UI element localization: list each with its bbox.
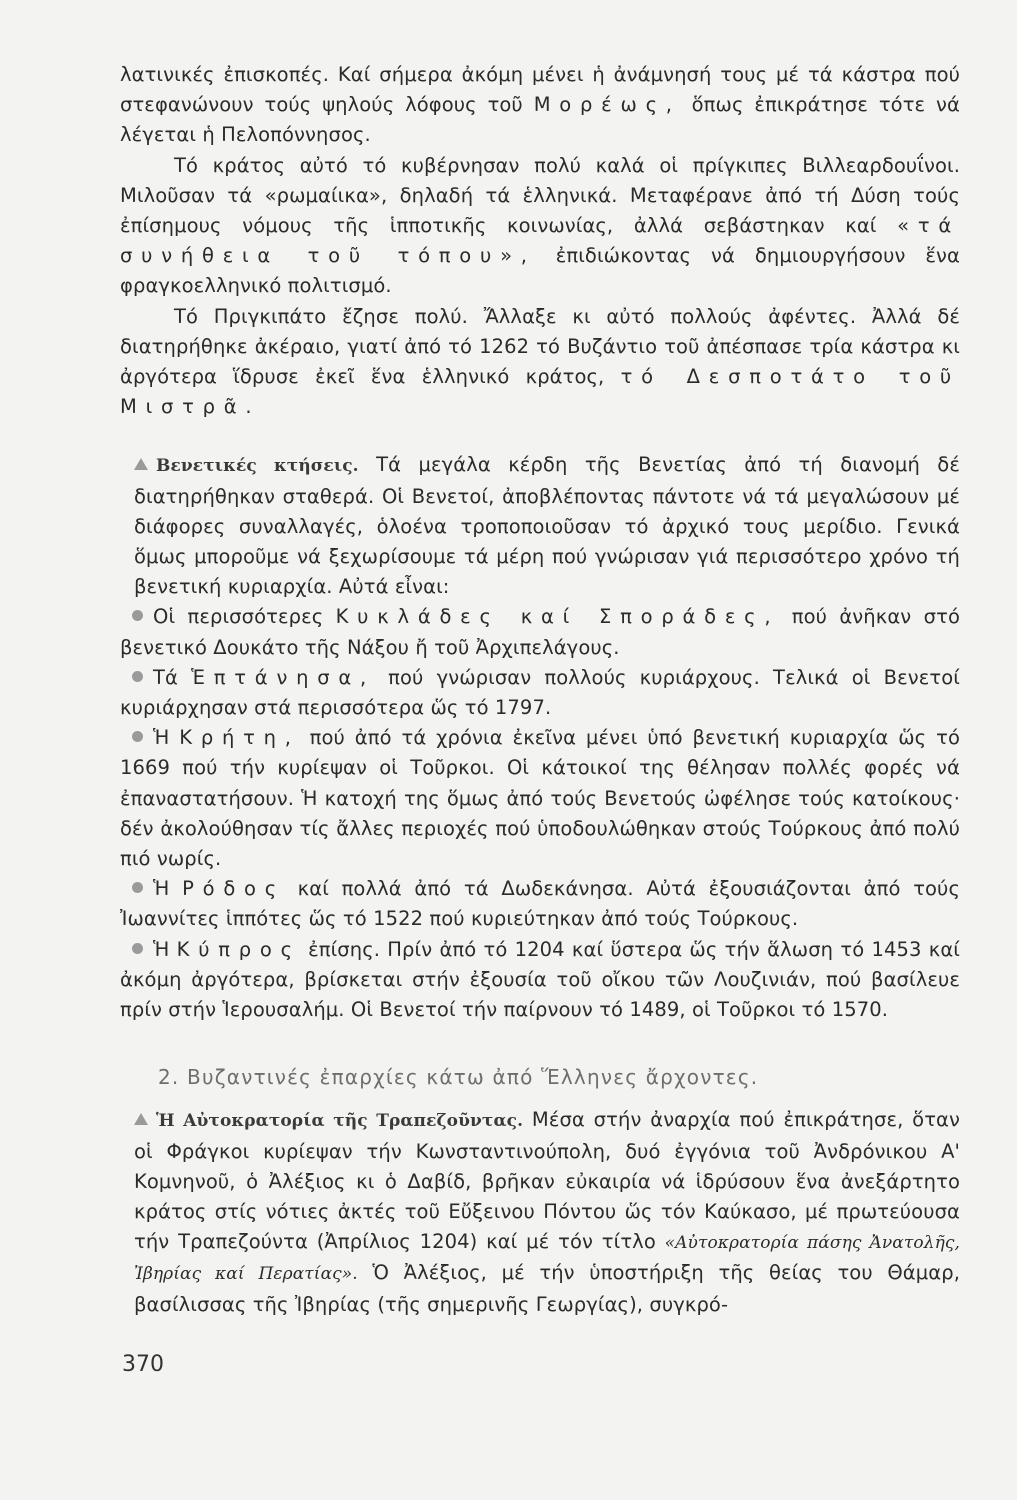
spaced-text: Κυκλάδες καί Σποράδες, (335, 605, 780, 629)
text-run: Οἱ περισσότερες (153, 605, 336, 629)
spaced-text: «τά συνήθεια τοῦ τόπου», (120, 214, 960, 268)
text-run: Τά μεγάλα κέρδη τῆς Βενετίας ἀπό τή διανομή δέ διατηρήθηκαν σταθερά. Οἱ Βενετοί, ἀποβλέποντας πάντοτε νά τά μεγαλώσουν μέ διάφορες συναλλαγές, ὁλοένα τροποποιοῦσαν τό ἀρχικό τους μερίδιο. Γενικά ὅμως μποροῦμε νά ξεχωρίσουμε τά μέρη πού γνώρισαν γιά περισσότερο χρόνο τή βενετική κυριαρχία. Αὐτά εἶναι: (134, 453, 960, 599)
spaced-text: Μορέως, (533, 93, 681, 117)
page-body (120, 60, 960, 1320)
text-run: Ἡ (153, 877, 183, 901)
section-title: 2. Βυζαντινές ἐπαρχίες κάτω ἀπό Ἕλληνες ἄρχοντες. (158, 1065, 759, 1090)
list-item (120, 663, 960, 723)
text-run: καί πολλά ἀπό τά Δωδεκάνησα. Αὐτά ἐξουσιάζονται ἀπό τούς Ἰωαννίτες ἱππότες ὥς τό 1522 πού κυριεύτηκαν ἀπό τούς Τούρκους. (120, 877, 960, 931)
text-run: Ἡ (153, 726, 180, 750)
text-run: ὅπως ἐπικράτησε τότε νά λέγεται ἡ Πελοπόννησος. (120, 93, 961, 147)
paragraph-principality (120, 302, 960, 423)
bullet-icon (132, 731, 143, 742)
text-run: Ὁ Ἀλέξιος, μέ τήν ὑποστήριξη τῆς θείας του Θάμαρ, βασίλισσας τῆς Ἰβηρίας (τῆς σημερινῆς Γεωργίας), συγκρό- (134, 1261, 960, 1316)
list-item (120, 602, 960, 662)
text-run: πού ἀπό τά χρόνια ἐκεῖνα μένει ὑπό βενετική κυριαρχία ὥς τό 1669 πού τήν κυρίεψαν οἱ Τοῦρκοι. Οἱ κάτοικοί της θέλησαν πολλές φορές νά ἐπαναστατήσουν. Ἡ κατοχή της ὅμως ἀπό τούς Βενετούς ὠφέλησε τούς κατοίκους· δέν ἀκολούθησαν τίς ἄλλες περιοχές πού ὑποδουλώθηκαν στούς Τούρκους ἀπό πολύ πιό νωρίς. (120, 726, 960, 871)
text-run: Ἡ (153, 937, 177, 961)
paragraph-trebizond (120, 1105, 960, 1319)
spaced-text: τό Δεσποτάτο τοῦ Μιστρᾶ. (120, 365, 960, 419)
list-item (120, 874, 960, 934)
paragraph-state (120, 151, 960, 302)
bullet-icon (132, 671, 143, 682)
text-run: πού ἀνῆκαν στό βενετικό Δουκάτο τῆς Νάξου ἤ τοῦ Ἀρχιπελάγους. (120, 605, 960, 659)
list-item (120, 723, 960, 874)
spaced-text: Ἑπτάνησα, (191, 665, 375, 689)
section-heading: Βενετικές κτήσεις. (156, 456, 359, 477)
bullet-icon (132, 610, 143, 621)
spaced-text: Κύπρος (176, 937, 301, 961)
text-run: Τό Πριγκιπάτο ἔζησε πολύ. Ἄλλαξε κι αὐτό πολλούς ἀφέντες. Ἀλλά δέ διατηρήθηκε ἀκέραιο, γιατί ἀπό τό 1262 τό Βυζάντιο τοῦ ἀπέσπασε τρία κάστρα κι ἀργότερα ἵδρυσε ἐκεῖ ἕνα ἑλληνικό κράτος, (120, 304, 960, 389)
text-run: πού γνώρισαν πολλούς κυριάρχους. Τελικά οἱ Βενετοί κυριάρχησαν στά περισσότερα ὥς τό 1797. (120, 665, 960, 720)
text-run: Μέσα στήν ἀναρχία πού ἐπικράτησε, ὅταν οἱ Φράγκοι κυρίεψαν τήν Κωνσταντινούπολη, δυό ἐγγόνια τοῦ Ἀνδρόνικου Α' Κομνηνοῦ, ὁ Ἀλέξιος κι ὁ Δαβίδ, βρῆκαν εὐκαιρία νά ἱδρύσουν ἕνα ἀνεξάρτητο κράτος στίς νότιες ἀκτές τοῦ Εὔξεινου Πόντου ὥς τόν Καύκασο, μέ πρωτεύουσα τήν Τραπεζούντα (Ἀπρίλιος 1204) καί μέ τόν τίτλο (134, 1108, 961, 1254)
text-run: λατινικές ἐπισκοπές. Καί σήμερα ἀκόμη μένει ἡ ἀνάμνησή τους μέ τά κάστρα πού στεφανώνουν τούς ψηλούς λόφους τοῦ (120, 63, 960, 117)
paragraph-venetian (120, 450, 960, 602)
text-run: Τά (153, 665, 192, 689)
text-run: Τό κράτος αὐτό τό κυβέρνησαν πολύ καλά οἱ πρίγκιπες Βιλλεαρδουΐνοι. Μιλοῦσαν τά «ρωμαίικα», δηλαδή τά ἑλληνικά. Μεταφέρανε ἀπό τή Δύση τούς ἐπίσημους νόμους τῆς ἱπποτικῆς κοινωνίας, ἀλλά σεβάστηκαν καί (120, 153, 960, 238)
triangle-marker-icon (134, 458, 148, 470)
paragraph-intro (120, 60, 960, 151)
text-run: ἐπιδιώκοντας νά δημιουργήσουν ἕνα φραγκοελληνικό πολιτισμό. (120, 244, 960, 298)
list-item (120, 935, 960, 1026)
section-heading: Ἡ Αὐτοκρατορία τῆς Τραπεζοῦντας. (156, 1111, 524, 1132)
bullet-icon (132, 882, 143, 893)
spaced-text: Ρόδος (182, 877, 285, 901)
bullet-icon (132, 943, 143, 954)
triangle-marker-icon (134, 1113, 148, 1125)
text-run: ἐπίσης. Πρίν ἀπό τό 1204 καί ὕστερα ὥς τήν ἅλωση τό 1453 καί ἀκόμη ἀργότερα, βρίσκεται στήν ἐξουσία τοῦ οἴκου τῶν Λουζινιάν, πού βασίλευε πρίν στήν Ἱερουσαλήμ. Οἱ Βενετοί τήν παίρνουν τό 1489, οἱ Τοῦρκοι τό 1570. (120, 937, 960, 1022)
page-number: 370 (122, 1352, 164, 1377)
italic-title: «Αὐτοκρατορία πάσης Ἀνατολῆς, Ἰβηρίας καί Περατίας». (134, 1233, 961, 1285)
spaced-text: Κρήτη, (179, 726, 300, 750)
